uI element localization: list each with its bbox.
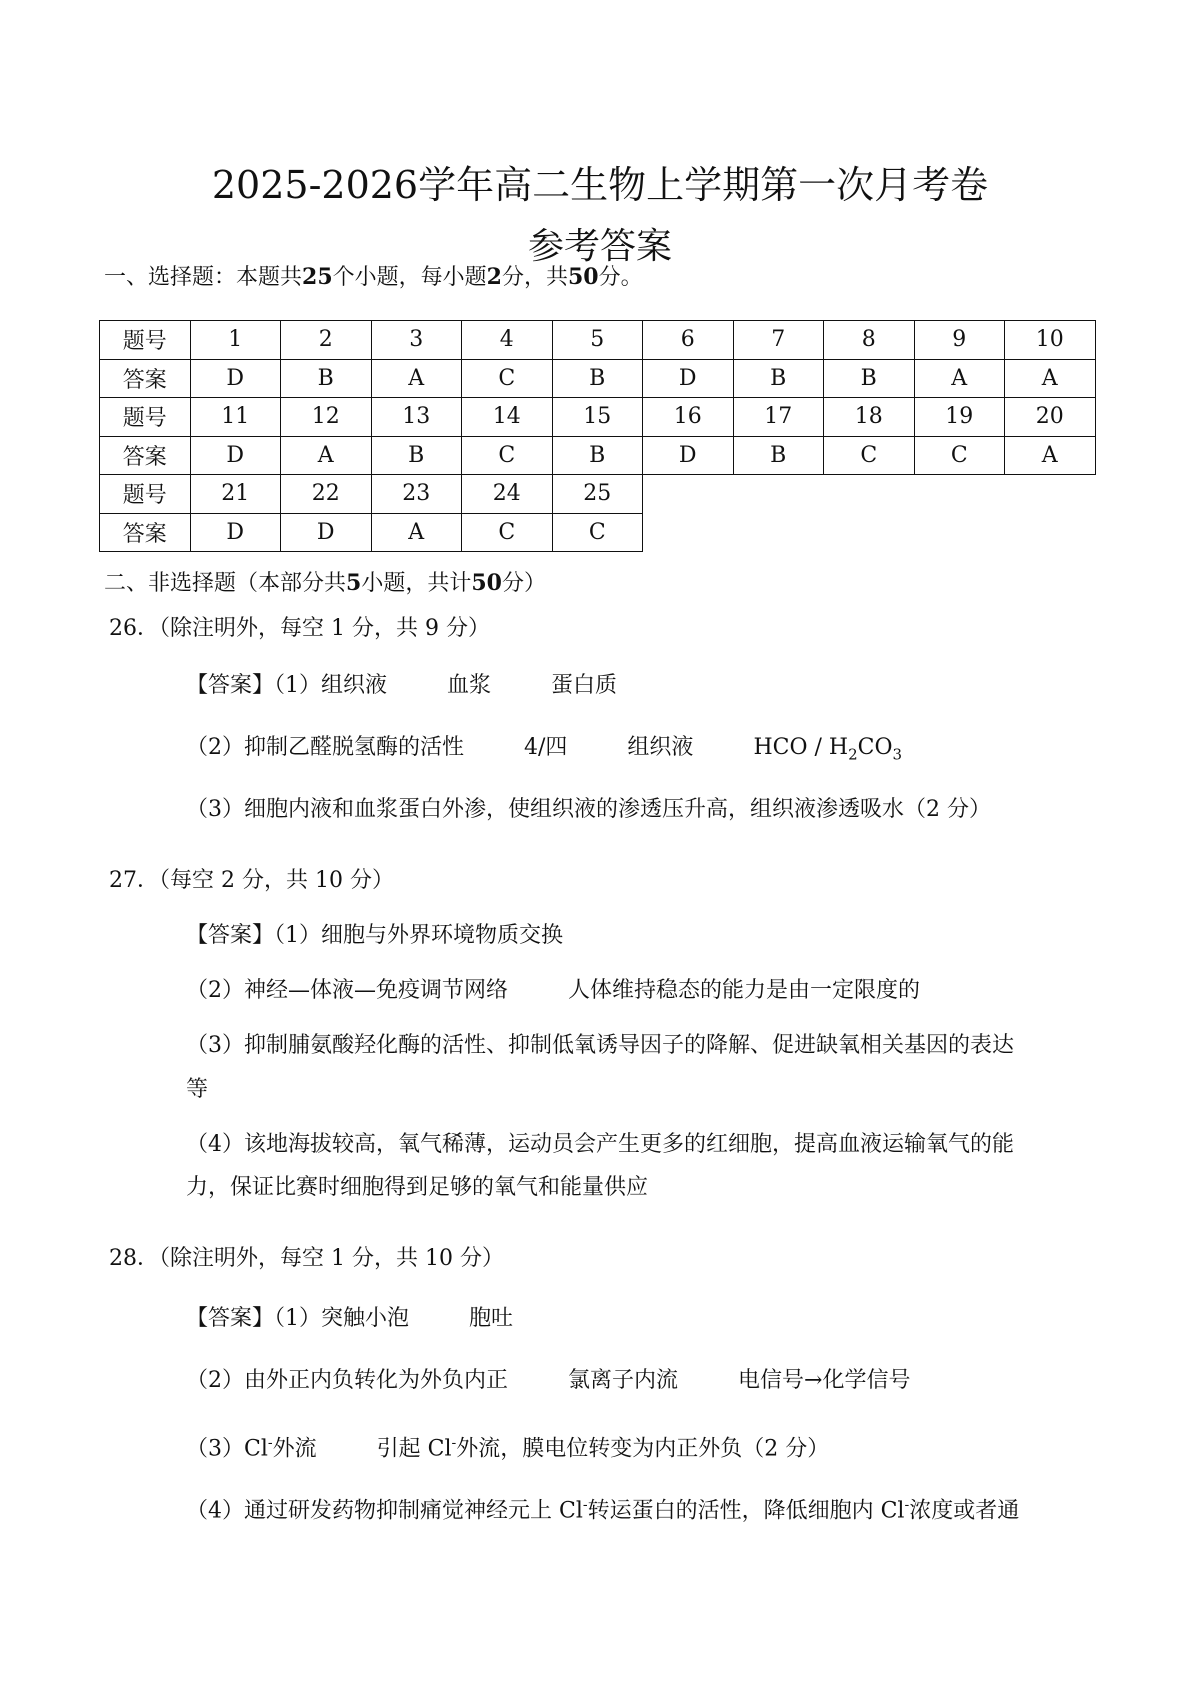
empty-cell (643, 513, 734, 552)
question-number: 25 (552, 475, 643, 514)
empty-cell (824, 513, 915, 552)
q28-answer-4: （4）通过研发药物抑制痛觉神经元上 Cl-转运蛋白的活性，降低细胞内 Cl-浓度或者通 (186, 1497, 1020, 1524)
q26-header: 26．（除注明外，每空 1 分，共 9 分） (109, 616, 490, 641)
empty-cell (1005, 475, 1096, 514)
question-number: 21 (190, 475, 281, 514)
q27-answer-4: （4）该地海拔较高，氧气稀薄，运动员会产生更多的红细胞，提高血液运输氧气的能 (186, 1132, 1014, 1157)
row-label-number: 题号 (100, 321, 191, 360)
question-number: 10 (1005, 321, 1096, 360)
answer-table (99, 320, 1096, 552)
question-number: 8 (824, 321, 915, 360)
q27-answer-2: （2）神经—体液—免疫调节网络 人体维持稳态的能力是由一定限度的 (186, 978, 921, 1003)
row-label-answer: 答案 (100, 436, 191, 475)
answer-cell: C (462, 436, 553, 475)
answer-cell: A (371, 359, 462, 398)
question-number: 6 (643, 321, 734, 360)
answer-cell: A (914, 359, 1005, 398)
question-number: 23 (371, 475, 462, 514)
empty-cell (914, 475, 1005, 514)
page-subtitle: 参考答案 (527, 226, 672, 267)
answer-cell: A (1005, 359, 1096, 398)
q27-answer-4-cont: 力，保证比赛时细胞得到足够的氧气和能量供应 (186, 1175, 649, 1200)
answer-cell: D (643, 359, 734, 398)
question-number: 9 (914, 321, 1005, 360)
empty-cell (914, 513, 1005, 552)
answer-cell: B (733, 436, 824, 475)
question-number: 1 (190, 321, 281, 360)
answer-cell: B (371, 436, 462, 475)
question-number: 15 (552, 398, 643, 437)
question-number: 11 (190, 398, 281, 437)
question-number: 22 (281, 475, 372, 514)
question-number: 3 (371, 321, 462, 360)
answer-cell: C (462, 359, 553, 398)
empty-cell (733, 513, 824, 552)
q28-header: 28．（除注明外，每空 1 分，共 10 分） (109, 1246, 504, 1271)
answer-cell: B (824, 359, 915, 398)
question-number: 13 (371, 398, 462, 437)
question-number: 12 (281, 398, 372, 437)
answer-cell: A (1005, 436, 1096, 475)
question-number: 18 (824, 398, 915, 437)
question-number: 4 (462, 321, 553, 360)
answer-cell: A (371, 513, 462, 552)
question-number: 2 (281, 321, 372, 360)
answer-cell: B (281, 359, 372, 398)
answer-cell: A (281, 436, 372, 475)
row-label-number: 题号 (100, 398, 191, 437)
q28-answer-2: （2）由外正内负转化为外负内正 氯离子内流 电信号→化学信号 (186, 1368, 911, 1393)
row-label-answer: 答案 (100, 513, 191, 552)
answer-cell: C (552, 513, 643, 552)
question-number: 5 (552, 321, 643, 360)
question-number: 20 (1005, 398, 1096, 437)
answer-cell: C (914, 436, 1005, 475)
q26-answer-1: 【答案】（1）组织液 血浆 蛋白质 (186, 673, 618, 698)
q27-header: 27．（每空 2 分，共 10 分） (109, 868, 394, 893)
q28-answer-3: （3）Cl-外流 引起 Cl-外流，膜电位转变为内正外负（2 分） (186, 1435, 830, 1462)
section2-heading: 二、非选择题（本部分共5小题，共计50分） (104, 570, 546, 596)
question-number: 19 (914, 398, 1005, 437)
q26-answer-2: （2）抑制乙醛脱氢酶的活性 4/四 组织液 HCO / $H_2CO_3$ (186, 735, 903, 764)
empty-cell (824, 475, 915, 514)
answer-cell: B (733, 359, 824, 398)
answer-cell: B (552, 359, 643, 398)
answer-cell: D (190, 359, 281, 398)
question-number: 7 (733, 321, 824, 360)
q26-answer-3: （3）细胞内液和血浆蛋白外渗，使组织液的渗透压升高，组织液渗透吸水（2 分） (186, 797, 991, 822)
answer-cell: C (824, 436, 915, 475)
answer-cell: D (190, 513, 281, 552)
answer-cell: D (643, 436, 734, 475)
question-number: 16 (643, 398, 734, 437)
answer-cell: D (190, 436, 281, 475)
question-number: 14 (462, 398, 553, 437)
q27-answer-3: （3）抑制脯氨酸羟化酶的活性、抑制低氧诱导因子的降解、促进缺氧相关基因的表达 (186, 1033, 1014, 1058)
q27-answer-1: 【答案】（1）细胞与外界环境物质交换 (186, 923, 563, 948)
section1-heading: 一、选择题：本题共25个小题，每小题2分，共50分。 (104, 264, 643, 290)
answer-cell: D (281, 513, 372, 552)
row-label-answer: 答案 (100, 359, 191, 398)
q28-answer-1: 【答案】（1）突触小泡 胞吐 (186, 1306, 514, 1331)
page-title: 2025-2026学年高二生物上学期第一次月考卷 (211, 163, 989, 207)
row-label-number: 题号 (100, 475, 191, 514)
question-number: 17 (733, 398, 824, 437)
empty-cell (733, 475, 824, 514)
q27-answer-3-cont: 等 (186, 1077, 209, 1102)
empty-cell (643, 475, 734, 514)
question-number: 24 (462, 475, 553, 514)
empty-cell (1005, 513, 1096, 552)
answer-cell: C (462, 513, 553, 552)
answer-cell: B (552, 436, 643, 475)
